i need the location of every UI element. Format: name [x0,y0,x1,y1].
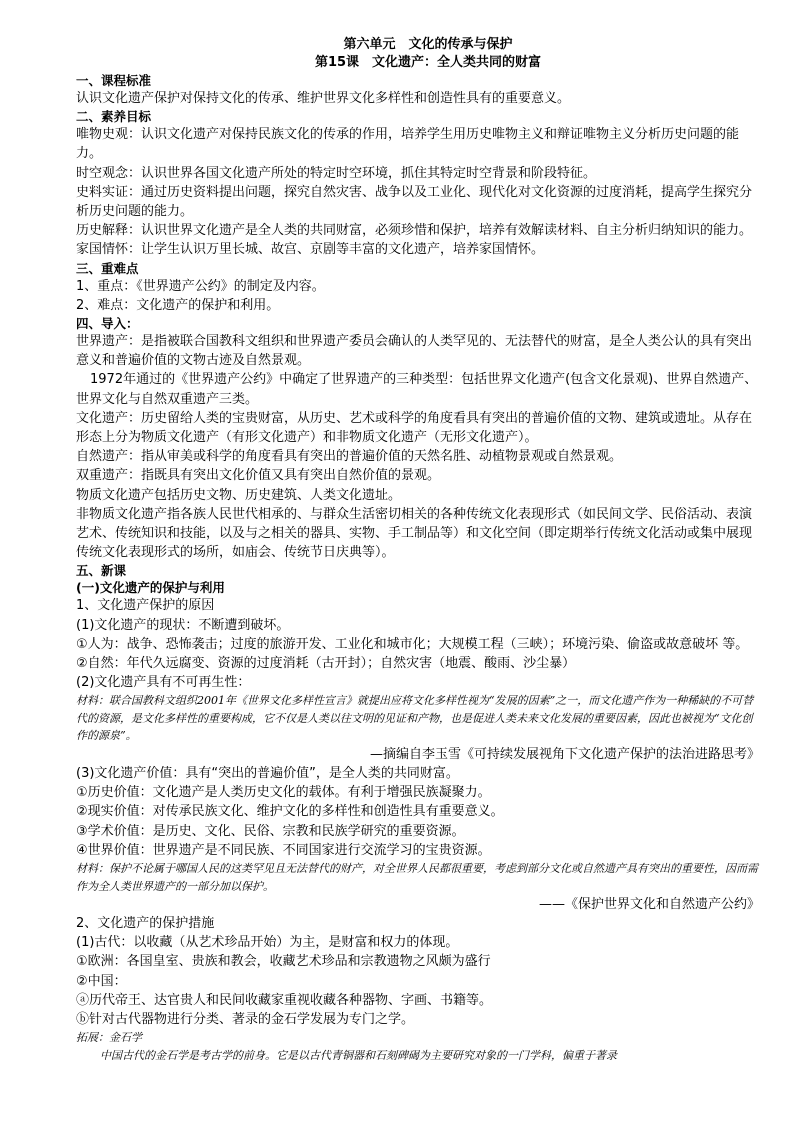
curriculum-text: 认识文化遗产保护对保持文化的传承、维护世界文化多样性和创造性具有的重要意义。 [76,91,571,106]
goal-item: 家国情怀：让学生认识万里长城、故宫、京剧等丰富的文化遗产，培养家国情怀。 [76,242,545,258]
extension-text: 中国古代的金石学是考古学的前身。它是以古代青铜器和石刻碑碣为主要研究对象的一门学科，偏重于著录 [100,1048,617,1062]
lesson-title: 第15课 文化遗产：全人类共同的财富 [314,55,542,70]
unit-title: 第六单元 文化的传承与保护 [343,37,513,52]
goal-item: 唯物史观：认识文化遗产对保持民族文化的传承的作用，培养学生用历史唯物主义和辩证唯物主义分析历史问题的能力。 [76,127,740,162]
list-item: ①历史价值：文化遗产是人类历史文化的载体。有利于增强民族凝聚力。 [76,785,491,801]
goal-item: 时空观念：认识世界各国文化遗产所处的特定时空环境，抓住其特定时空背景和阶段特征。 [76,165,597,181]
intro-item: 物质文化遗产包括历史文物、历史建筑、人类文化遗址。 [76,487,402,503]
list-item: ②自然：年代久远腐变、资源的过度消耗（古开封）；自然灾害（地震、酸雨、沙尘暴） [76,656,576,672]
list-item: ⓐ历代帝王、达官贵人和民间收藏家重视收藏各种器物、字画、书籍等。 [76,992,493,1008]
point-heading: 2、文化遗产的保护措施 [76,916,215,931]
intro-item: 1972年通过的《世界遗产公约》中确定了世界遗产的三种类型：包括世界文化遗产(包含文化景观)、世界自然遗产、世界文化与自然双重遗产三类。 [76,372,758,407]
intro-item: 文化遗产：历史留给人类的宝贵财富，从历史、艺术或科学的角度看具有突出的普遍价值的文物、建筑或遗址。从存在形态上分为物质文化遗产（有形文化遗产）和非物质文化遗产（无形文化遗产）。 [76,410,753,446]
point-subheading: (2)文化遗产具有不可再生性： [76,675,251,691]
document-page [76,36,760,1064]
intro-item: 非物质文化遗产指各族人民世代相承的、与群众生活密切相关的各种传统文化表现形式（如民间文学、民俗活动、表演艺术、传统知识和技能，以及与之相关的器具、实物、手工制品等）和文化空间（即定期举行传统文化活动或集中展现传统文化表现形式的场所，如庙会、传统节日庆典等）。 [76,506,753,561]
section-heading-intro: 四、导入： [76,316,139,332]
section-heading-curriculum: 一、课程标准 [76,73,152,88]
point-subheading: (1)文化遗产的现状：不断遭到破坏。 [76,617,290,633]
keypoint-item: 1、重点：《世界遗产公约》的制定及内容。 [76,278,325,294]
keypoint-item: 2、难点：文化遗产的保护和利用。 [76,297,280,313]
intro-item: 自然遗产：指从审美或科学的角度看具有突出的普遍价值的天然名胜、动植物景观或自然景观。 [76,449,623,465]
point-subheading: (1)古代：以收藏（从艺术珍品开始）为主，是财富和权力的体现。 [76,935,459,951]
list-item: ②现实价值：对传承民族文化、维护文化的多样性和创造性具有重要意义。 [76,804,504,820]
material-quote: 材料：保护不论属于哪国人民的这类罕见且无法替代的财产，对全世界人民都很重要，考虑到部分文化或自然遗产具有突出的重要性，因而需作为全人类世界遗产的一部分加以保护。 [76,862,758,893]
extension-label: 拓展：金石学 [76,1031,142,1045]
list-item: ⓑ针对古代器物进行分类、著录的金石学发展为专门之学。 [76,1012,415,1028]
section-heading-new-lesson: 五、新课 [76,563,127,579]
intro-item: 世界遗产：是指被联合国教科文组织和世界遗产委员会确认的人类罕见的、无法替代的财富，是全人类公认的具有突出意义和普遍价值的文物古迹及自然景观。 [76,334,753,369]
section-heading-goals: 二、素养目标 [76,109,152,125]
point-heading: 1、文化遗产保护的原因 [76,598,215,614]
goal-item: 历史解释：认识世界文化遗产是全人类的共同财富，必须珍惜和保护，培养有效解读材料、自主分析归纳知识的能力。 [76,223,753,239]
list-item: ④世界价值：世界遗产是不同民族、不同国家进行交流学习的宝贵资源。 [76,842,491,858]
intro-item: 双重遗产：指既具有突出文化价值又具有突出自然价值的景观。 [76,468,441,484]
subsection-heading: (一)文化遗产的保护与利用 [76,580,225,596]
quote-source: ——《保护世界文化和自然遗产公约》 [538,897,760,912]
list-item: ③学术价值：是历史、文化、民俗、宗教和民族学研究的重要资源。 [76,823,465,839]
section-heading-keypoints: 三、重难点 [76,260,139,276]
material-quote: 材料：联合国教科文组织2001年《世界文化多样性宣言》就提出应将文化多样性视为“发展的因素”之一，而文化遗产作为一种稀缺的不可替代的资源，是文化多样性的重要构成，它不仅是人类以往文明的见证和产物，也是促进人类未来文化发展的重要因素，因此也被视为“文化创作的源泉”。 [76,694,754,743]
quote-source: —摘编自李玉雪《可持续发展视角下文化遗产保护的法治进路思考》 [369,746,760,762]
goal-item: 史料实证：通过历史资料提出问题，探究自然灾害、战争以及工业化、现代化对文化资源的过度消耗，提高学生探究分析历史问题的能力。 [76,184,753,220]
list-item: ②中国： [76,973,127,989]
list-item: ①人为：战争、恐怖袭击；过度的旅游开发、工业化和城市化；大规模工程（三峡）；环境污染、偷盗或故意破坏 等。 [76,636,749,652]
list-item: ①欧洲：各国皇室、贵族和教会，收藏艺术珍品和宗教遗物之风颇为盛行 [76,954,491,970]
point-subheading: (3)文化遗产价值：具有“突出的普遍价值”，是全人类的共同财富。 [76,765,459,781]
